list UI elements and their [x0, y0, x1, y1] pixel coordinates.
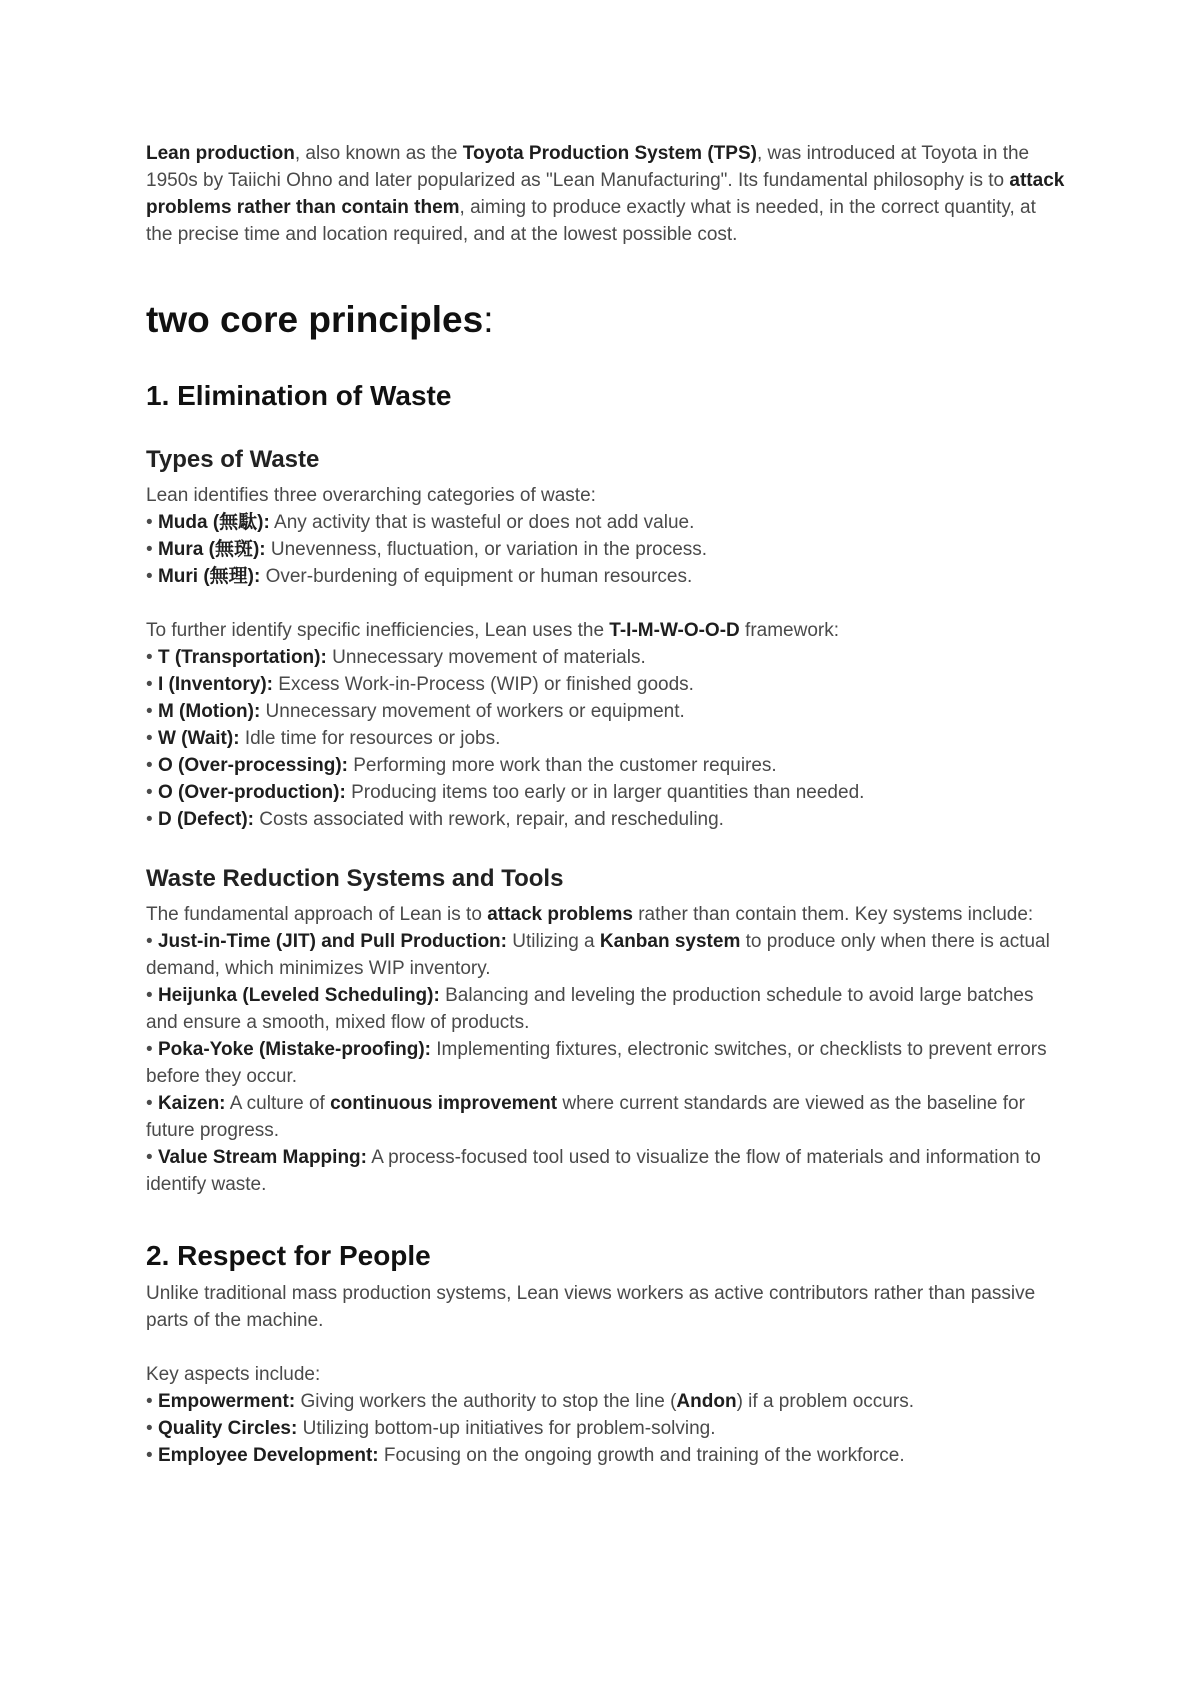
tools-lead: The fundamental approach of Lean is to attack problems rather than contain them. Key systems include:	[146, 904, 1034, 925]
list-item: • Kaizen: A culture of continuous improvement where current standards are viewed as the baseline for future progress.	[146, 1093, 1025, 1141]
list-item: • O (Over-production): Producing items too early or in larger quantities than needed.	[146, 782, 865, 803]
list-item: • Employee Development: Focusing on the ongoing growth and training of the workforce.	[146, 1445, 905, 1466]
list-item: • O (Over-processing): Performing more work than the customer requires.	[146, 755, 777, 776]
types-lead: Lean identifies three overarching categories of waste:	[146, 485, 596, 506]
list-item: • M (Motion): Unnecessary movement of workers or equipment.	[146, 701, 685, 722]
list-item: • Muda (無駄): Any activity that is wasteful or does not add value.	[146, 512, 695, 533]
list-item: • Poka-Yoke (Mistake-proofing): Implementing fixtures, electronic switches, or checklists to prevent errors before they occur.	[146, 1039, 1047, 1087]
principles-heading: two core principles:	[146, 299, 494, 340]
list-item: • Empowerment: Giving workers the authority to stop the line (Andon) if a problem occurs.	[146, 1391, 914, 1412]
list-item: • Muri (無理): Over-burdening of equipment or human resources.	[146, 566, 693, 587]
list-item: • T (Transportation): Unnecessary movement of materials.	[146, 647, 646, 668]
list-item: • I (Inventory): Excess Work-in-Process (WIP) or finished goods.	[146, 674, 694, 695]
document-page	[146, 140, 1066, 1469]
list-item: • Value Stream Mapping: A process-focused tool used to visualize the flow of materials and information to identify waste.	[146, 1147, 1041, 1195]
list-item: • Just-in-Time (JIT) and Pull Production: Utilizing a Kanban system to produce only when there is actual demand, which minimizes WIP inventory.	[146, 931, 1050, 979]
key-aspects-lead: Key aspects include:	[146, 1364, 321, 1385]
waste-reduction-heading: Waste Reduction Systems and Tools	[146, 865, 564, 892]
list-item: • Mura (無斑): Unevenness, fluctuation, or variation in the process.	[146, 539, 708, 560]
timwood-lead: To further identify specific inefficiencies, Lean uses the T-I-M-W-O-O-D framework:	[146, 620, 840, 641]
types-of-waste-heading: Types of Waste	[146, 446, 320, 473]
section-2-heading: 2. Respect for People	[146, 1240, 431, 1271]
list-item: • Heijunka (Leveled Scheduling): Balancing and leveling the production schedule to avoid large batches and ensure a smooth, mixed flow of products.	[146, 985, 1034, 1033]
section-1-heading: 1. Elimination of Waste	[146, 380, 452, 411]
intro-paragraph: Lean production, also known as the Toyota Production System (TPS), was introduced at Toyota in the 1950s by Taiichi Ohno and later popularized as "Lean Manufacturing". Its fundamental philosophy is to attack problems rather than contain them, aiming to produce exactly what is needed, in the correct quantity, at the precise time and location required, and at the lowest possible cost.	[146, 143, 1065, 245]
list-item: • W (Wait): Idle time for resources or jobs.	[146, 728, 501, 749]
respect-paragraph: Unlike traditional mass production systems, Lean views workers as active contributors rather than passive parts of the machine.	[146, 1283, 1036, 1331]
list-item: • Quality Circles: Utilizing bottom-up initiatives for problem-solving.	[146, 1418, 716, 1439]
list-item: • D (Defect): Costs associated with rework, repair, and rescheduling.	[146, 809, 724, 830]
